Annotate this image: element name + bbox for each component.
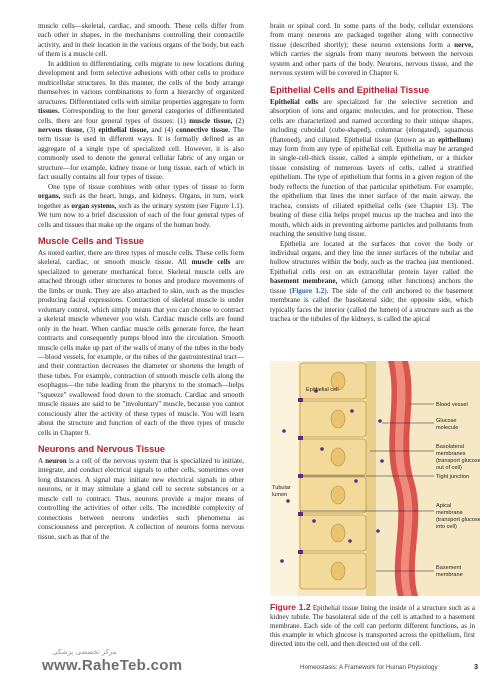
paragraph: One type of tissue combines with other types of tissue to form organs, such as the heart, lungs, and kidneys. Organs, in turn, work together as organ systems, such as the urinary system (see Figure 1.1). We turn now to a brief discussion of each of the four general types of cells and tissues that make up the organs of the human body. xyxy=(38,182,244,229)
term-tissues: tissues. xyxy=(38,107,60,116)
watermark-subtitle: مرکز تخصصی پزشکی xyxy=(52,649,117,656)
left-column xyxy=(38,22,244,542)
svg-text:Tubular: Tubular xyxy=(272,485,291,491)
paragraph: Epithelial cells are specialized for the selective secretion and absorption of ions and organic molecules, and for protection. These cells are characterized and named according to their unique shapes, including cuboidal (cube-shaped), columnar (elongated), squamous (flattened), and ciliated. Epithelial tissue (known as an epithelium) may form from any type of epithelial cell. Epithelia may be arranged in single-cell-thick tissue, called a simple epithelium, or a thicker tissue consisting of numerous layers of cells, called a stratified epithelium. The type of epithelium that forms in a given region of the body reflects the function of that particular epithelium. For example, the epithelium that lines the inner surface of the main airway, the trachea, consists of ciliated epithelial cells (see Chapter 13). The beating of these cilia helps propel mucus up the trachea and into the mouth, which aids in preventing airborne particles and pollutants from reaching the sensitive lung tissue. xyxy=(270,97,473,239)
label-blood-vessel: Blood vessel xyxy=(436,402,468,408)
svg-text:(transport glucose: (transport glucose xyxy=(436,458,480,464)
section-heading-neurons: Neurons and Nervous Tissue xyxy=(38,444,165,455)
section-heading-epithelial: Epithelial Cells and Epithelial Tissue xyxy=(270,84,430,95)
figure-label: Figure 1.2 xyxy=(270,602,311,612)
svg-text:(transport glucose: (transport glucose xyxy=(436,517,480,523)
figure-epithelial-tissue xyxy=(270,361,480,596)
paragraph: A neuron is a cell of the nervous system that is specialized to initiate, integrate, and conduct electrical signals to other cells, sometimes over long distances. A signal may initiate new electrical signals in other neurons, or it may stimulate a gland cell to secrete substances or a muscle cell to contract. Thus, neurons provide a major means of controlling the activities of other cells. The incredible complexity of connections between neurons underlies such phenomena as consciousness and perception. A collection of neurons forms nervous tissue, such as that of the xyxy=(38,457,244,541)
svg-text:membrane: membrane xyxy=(436,510,463,516)
svg-text:Basement: Basement xyxy=(436,565,462,571)
right-column xyxy=(270,22,473,325)
paragraph: In addition to differentiating, cells migrate to new locations during development and form selective adhesions with other cells to produce multicellular structures. In this manner, the cells of the body arrange themselves in various combinations to form a hierarchy of organized structures. Differentiated cells with similar properties aggregate to form tissues. Corresponding to the four general categories of differentiated cells, there are four general types of tissues: (1) muscle tissue, (2) nervous tissue, (3) epithelial tissue, and (4) connective tissue. The term tissue is used in different ways. It is formally defined as an aggregate of a single type of specialized cell. However, it is also commonly used to denote the general cellular fabric of any organ or structure—for example, kidney tissue or lung tissue, each of which in fact usually contains all four types of tissue. xyxy=(38,59,244,182)
basement-membrane xyxy=(366,361,376,596)
page-footer xyxy=(300,664,478,671)
watermark: www.RaheTeb.com xyxy=(42,657,183,674)
svg-text:Glucose: Glucose xyxy=(436,418,457,424)
svg-text:membrane: membrane xyxy=(436,572,463,578)
paragraph: muscle cells—skeletal, cardiac, and smooth. These cells differ from each other in shapes, in the mechanisms controlling their contractile activity, and in their location in the various organs of the body, but each of them is a muscle cell. xyxy=(38,22,244,59)
epithelium-illustration xyxy=(270,361,480,596)
figure-caption: Figure 1.2 Epithelial tissue lining the inside of a structure such as a kidney tubule. The basolateral side of the cell is attached to a basement membrane. Each side of the cell can perform different functions, as in this example in which glucose is transported across the epithelium, first directed into the cell, and then directed out of the cell. xyxy=(270,602,475,648)
section-heading-muscle: Muscle Cells and Tissue xyxy=(38,235,145,246)
paragraph: Epithelia are located at the surfaces that cover the body or individual organs, and they line the inner surfaces of the tubular and hollow structures within the body, such as the trachea just mentioned. Epithelial cells rest on an extracellular protein layer called the basement membrane, which (among other functions) anchors the tissue (Figure 1.2). The side of the cell anchored to the basement membrane is called the basolateral side; the opposite side, which typically faces the interior (called the lumen) of a structure such as the trachea or the tubules of the kidneys, is called the apical xyxy=(270,239,474,324)
label-epithelial-cell: Epithelial cell xyxy=(306,387,339,393)
paragraph: brain or spinal cord. In some parts of the body, cellular extensions from many neurons are packaged together along with connective tissue (described shortly); these neuron extensions form a nerve, which carries the signals from many neurons between the nervous system and other parts of the body. Neurons, nervous tissue, and the nervous system will be covered in Chapter 6. xyxy=(270,22,473,78)
svg-text:lumen: lumen xyxy=(272,492,288,498)
figure-reference-link[interactable]: Figure 1.2 xyxy=(291,286,325,295)
svg-text:Apical: Apical xyxy=(436,503,452,509)
running-title: Homeostasis: A Framework for Human Physiology xyxy=(300,664,438,671)
svg-text:molecule: molecule xyxy=(436,425,459,431)
svg-text:out of cell): out of cell) xyxy=(436,465,462,471)
svg-text:into cell): into cell) xyxy=(436,524,457,530)
tubular-lumen xyxy=(270,361,298,596)
page-number: 3 xyxy=(474,664,478,671)
label-tight-junction: Tight junction xyxy=(436,474,470,480)
svg-text:membranes: membranes xyxy=(436,451,466,457)
svg-text:Basolateral: Basolateral xyxy=(436,444,464,450)
paragraph: As noted earlier, there are three types of muscle cells. These cells form skeletal, cardiac, or smooth muscle tissue. All muscle cells are specialized to generate mechanical force. Skeletal muscle cells are attached through other structures to bones and produce movements of the limbs or trunk. They are also attached to skin, such as the muscles producing facial expressions. Contraction of skeletal muscle is under voluntary control, which simply means that you can choose to contract a skeletal muscle whenever you wish. Cardiac muscle cells are found only in the heart. When cardiac muscle cells generate force, the heart contracts and consequently pumps blood into the circulation. Smooth muscle cells make up part of the walls of many of the tubes in the body—blood vessels, for example, or the tubes of the gastrointestinal tract—and their contraction decreases the diameter or shortens the length of these tubes. For example, contraction of smooth muscle cells along the esophagus—the tube leading from the pharynx to the stomach—helps "squeeze" swallowed food down to the stomach. Cardiac and smooth muscle tissues are said to be "involuntary" muscle, because you cannot consciously alter the activity of these types of muscle. You will learn about the structure and function of each of the three types of muscle cells in Chapter 9. xyxy=(38,248,244,437)
